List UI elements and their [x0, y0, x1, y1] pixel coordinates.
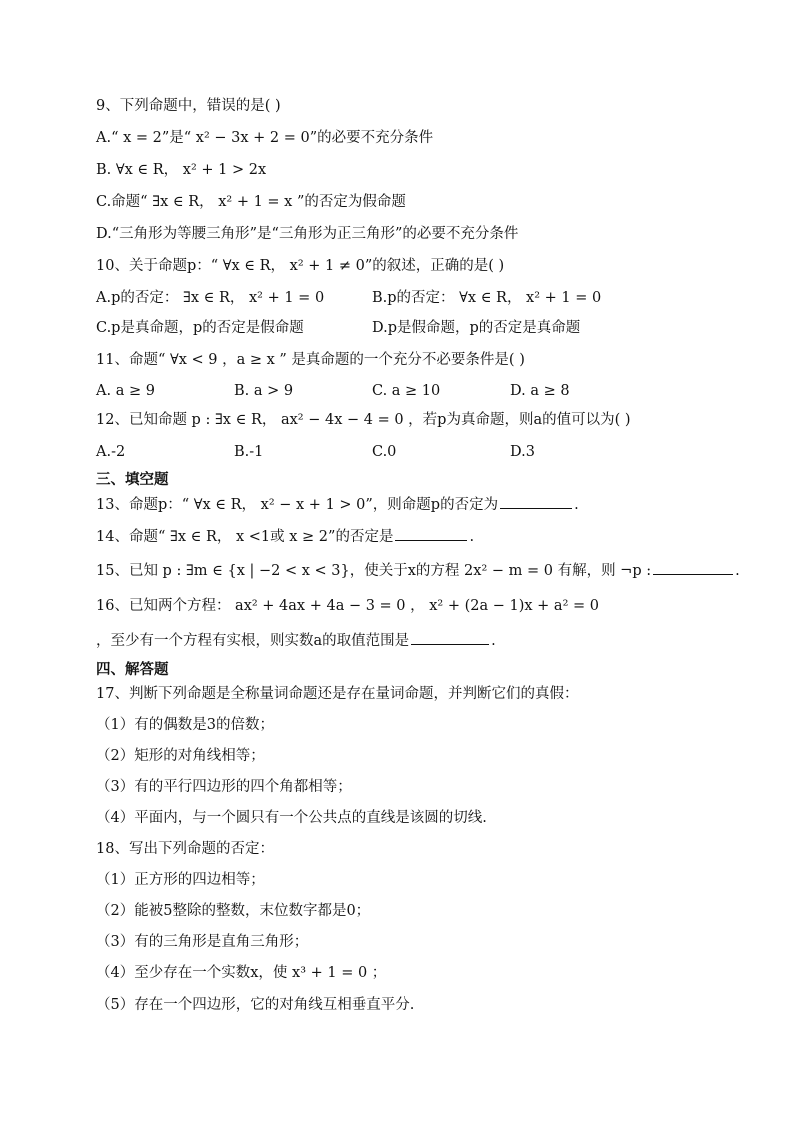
q12-option-b: B.-1	[234, 444, 264, 460]
q17-item-2: （2）矩形的对角线相等；	[96, 748, 265, 764]
q10-option-c: C.p是真命题，p的否定是假命题	[96, 320, 304, 336]
q14-line	[96, 526, 474, 547]
q16-line1: 16、已知两个方程： ax² + 4ax + 4a − 3 = 0 ， x² + (2a − 1)x + a² = 0	[96, 598, 599, 614]
q10-option-b: B.p的否定： ∀x ∈ R， x² + 1 = 0	[372, 290, 602, 306]
section-fill-in-heading: 三、填空题	[96, 472, 169, 488]
q13-period: .	[574, 497, 579, 513]
q14-text: 14、命题“ ∃x ∈ R， x <1或 x ≥ 2”的否定是	[96, 529, 394, 545]
q11-option-d: D. a ≥ 8	[510, 383, 570, 399]
q16-answer-blank[interactable]	[411, 630, 489, 645]
q18-item-4: （4）至少存在一个实数x，使 x³ + 1 = 0 ；	[96, 965, 387, 981]
q18-item-1: （1）正方形的四边相等；	[96, 872, 265, 888]
q12-option-d: D.3	[510, 444, 535, 460]
q9-option-c: C.命题“ ∃x ∈ R， x² + 1 = x ”的否定为假命题	[96, 194, 406, 210]
q17-stem: 17、判断下列命题是全称量词命题还是存在量词命题，并判断它们的真假：	[96, 686, 579, 702]
q17-item-1: （1）有的偶数是3的倍数；	[96, 717, 274, 733]
q12-option-a: A.-2	[96, 444, 126, 460]
q16-line2	[96, 630, 496, 651]
q17-item-3: （3）有的平行四边形的四个角都相等；	[96, 779, 352, 795]
q9-option-a: A.“ x = 2”是“ x² − 3x + 2 = 0”的必要不充分条件	[96, 130, 434, 146]
section-answer-heading: 四、解答题	[96, 662, 169, 678]
q12-stem: 12、已知命题 p : ∃x ∈ R， ax² − 4x − 4 = 0 ，若p为真命题，则a的值可以为( )	[96, 412, 631, 428]
q17-item-4: （4）平面内，与一个圆只有一个公共点的直线是该圆的切线.	[96, 810, 487, 826]
q10-option-d: D.p是假命题，p的否定是真命题	[372, 320, 581, 336]
q9-option-b: B. ∀x ∈ R， x² + 1 > 2x	[96, 162, 267, 178]
q11-option-a: A. a ≥ 9	[96, 383, 155, 399]
q10-stem: 10、关于命题p：“ ∀x ∈ R， x² + 1 ≠ 0”的叙述，正确的是( )	[96, 258, 505, 274]
q11-option-b: B. a > 9	[234, 383, 294, 399]
q11-stem: 11、命题“ ∀x < 9 ，a ≥ x ” 是真命题的一个充分不必要条件是( )	[96, 352, 525, 368]
q15-text: 15、已知 p : ∃m ∈ {x | −2 < x < 3}，使关于x的方程 2x² − m = 0 有解，则 ¬p :	[96, 563, 652, 579]
q13-text: 13、命题p：“ ∀x ∈ R， x² − x + 1 > 0”，则命题p的否定为	[96, 497, 499, 513]
q13-answer-blank[interactable]	[500, 494, 572, 509]
q14-answer-blank[interactable]	[395, 526, 467, 541]
q11-option-c: C. a ≥ 10	[372, 383, 441, 399]
q15-period: .	[735, 563, 740, 579]
q18-item-3: （3）有的三角形是直角三角形；	[96, 934, 309, 950]
q18-item-2: （2）能被5整除的整数，末位数字都是0；	[96, 903, 371, 919]
q16-text: ，至少有一个方程有实根，则实数a的取值范围是	[96, 633, 410, 649]
q15-line	[96, 560, 740, 581]
q16-period: .	[491, 633, 496, 649]
q9-option-d: D.“三角形为等腰三角形”是“三角形为正三角形”的必要不充分条件	[96, 226, 519, 242]
q12-option-c: C.0	[372, 444, 397, 460]
q15-answer-blank[interactable]	[653, 560, 733, 575]
q9-stem: 9、下列命题中，错误的是( )	[96, 98, 281, 114]
q18-stem: 18、写出下列命题的否定：	[96, 841, 274, 857]
q10-option-a: A.p的否定： ∃x ∈ R， x² + 1 = 0	[96, 290, 325, 306]
q18-item-5: （5）存在一个四边形，它的对角线互相垂直平分.	[96, 997, 415, 1013]
q13-line	[96, 494, 579, 515]
q14-period: .	[469, 529, 475, 545]
